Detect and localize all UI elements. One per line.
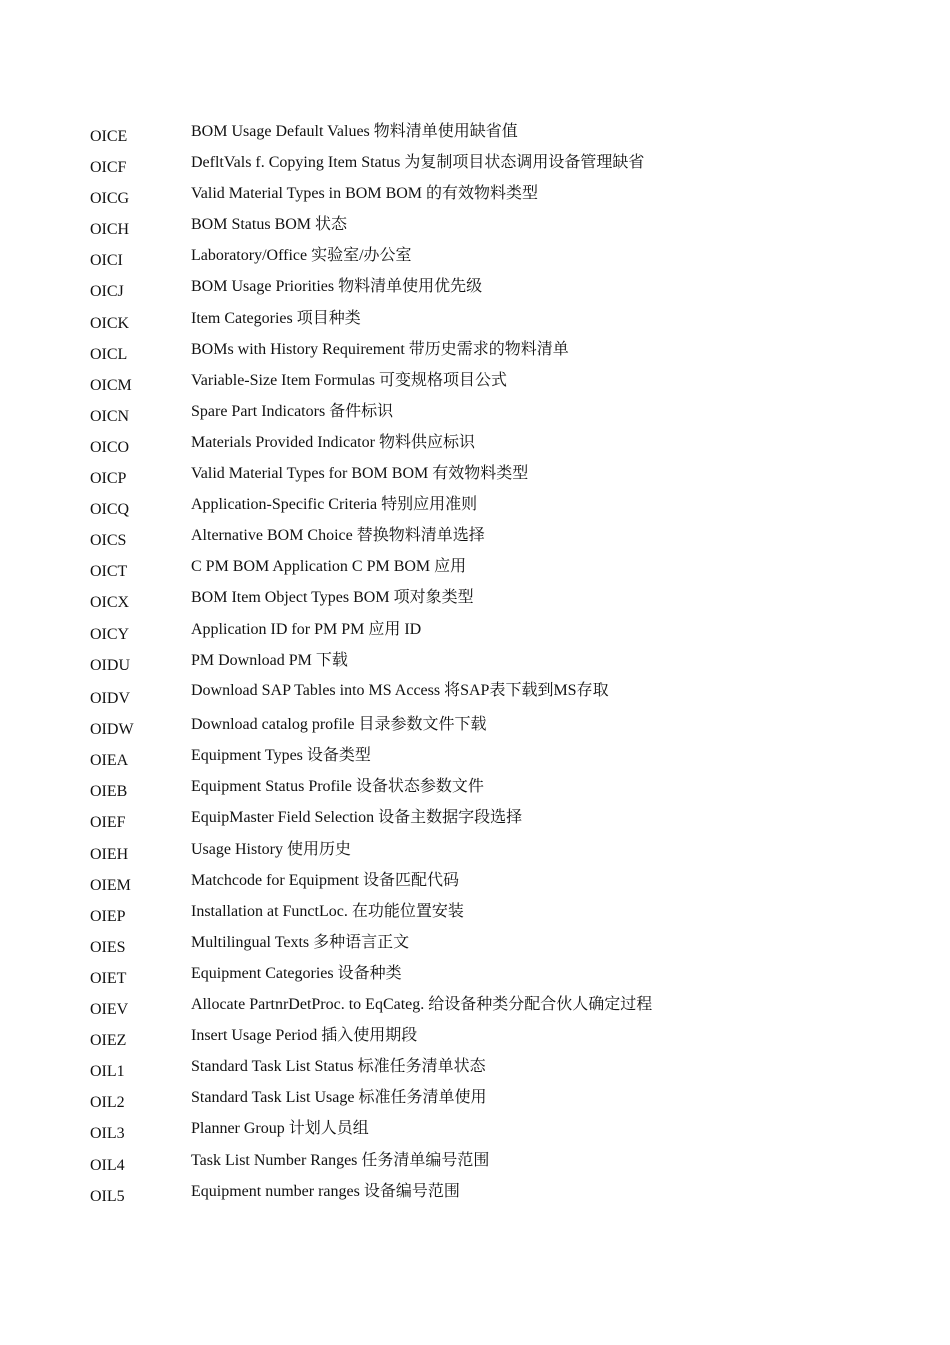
list-item bbox=[90, 586, 850, 617]
transaction-description: Application-Specific Criteria 特别应用准则 bbox=[191, 496, 478, 514]
transaction-description: Materials Provided Indicator 物料供应标识 bbox=[191, 433, 475, 451]
transaction-description: Alternative BOM Choice 替换物料清单选择 bbox=[191, 527, 485, 545]
list-item bbox=[90, 431, 850, 462]
transaction-description: Laboratory/Office 实验室/办公室 bbox=[191, 247, 412, 265]
transaction-description: Item Categories 项目种类 bbox=[191, 309, 361, 327]
list-item bbox=[90, 744, 850, 775]
transaction-description: Valid Material Types in BOM BOM 的有效物料类型 bbox=[191, 185, 539, 203]
transaction-code: OIL1 bbox=[90, 1063, 125, 1081]
transaction-code: OIEH bbox=[90, 845, 129, 863]
transaction-description: Allocate PartnrDetProc. to EqCateg. 给设备种类分配合伙人确定过程 bbox=[191, 996, 653, 1014]
transaction-description: Spare Part Indicators 备件标识 bbox=[191, 402, 394, 420]
transaction-code: OIEA bbox=[90, 752, 129, 770]
transaction-description: PM Download PM 下载 bbox=[191, 651, 348, 669]
list-item bbox=[90, 462, 850, 493]
transaction-description: Standard Task List Status 标准任务清单状态 bbox=[191, 1058, 486, 1076]
list-item bbox=[90, 962, 850, 993]
list-item bbox=[90, 900, 850, 931]
list-item bbox=[90, 182, 850, 213]
list-item bbox=[90, 338, 850, 369]
transaction-code: OIEP bbox=[90, 907, 126, 925]
list-item bbox=[90, 493, 850, 524]
list-item bbox=[90, 806, 850, 837]
transaction-description: Equipment Status Profile 设备状态参数文件 bbox=[191, 778, 484, 796]
list-item bbox=[90, 1086, 850, 1117]
transaction-code: OIL4 bbox=[90, 1156, 125, 1174]
transaction-description: Variable-Size Item Formulas 可变规格项目公式 bbox=[191, 371, 507, 389]
transaction-code: OICN bbox=[90, 407, 130, 425]
transaction-code: OICG bbox=[90, 190, 130, 208]
transaction-description: BOM Item Object Types BOM 项对象类型 bbox=[191, 589, 474, 607]
transaction-code: OICT bbox=[90, 563, 128, 581]
transaction-description: BOM Usage Priorities 物料清单使用优先级 bbox=[191, 278, 483, 296]
transaction-code: OIEM bbox=[90, 876, 131, 894]
list-item bbox=[90, 555, 850, 586]
transaction-description: Equipment Types 设备类型 bbox=[191, 747, 371, 765]
list-item bbox=[90, 775, 850, 806]
list-item bbox=[90, 400, 850, 431]
list-item bbox=[90, 307, 850, 338]
list-item bbox=[90, 1117, 850, 1148]
transaction-code: OICS bbox=[90, 532, 127, 550]
list-item bbox=[90, 120, 850, 151]
transaction-description: Equipment Categories 设备种类 bbox=[191, 964, 402, 982]
transaction-code: OICJ bbox=[90, 283, 124, 301]
transaction-code: OICO bbox=[90, 438, 130, 456]
transaction-description: C PM BOM Application C PM BOM 应用 bbox=[191, 558, 467, 576]
list-item bbox=[90, 1180, 850, 1211]
transaction-description: Application ID for PM PM 应用 ID bbox=[191, 620, 422, 638]
transaction-description: BOM Status BOM 状态 bbox=[191, 216, 348, 234]
transaction-description: Equipment number ranges 设备编号范围 bbox=[191, 1182, 460, 1200]
transaction-code: OIEV bbox=[90, 1001, 129, 1019]
list-item bbox=[90, 1055, 850, 1086]
transaction-code: OICP bbox=[90, 470, 127, 488]
transaction-description: DefltVals f. Copying Item Status 为复制项目状态调用设备管理缺省 bbox=[191, 154, 645, 172]
transaction-code: OIES bbox=[90, 938, 126, 956]
transaction-code: OIL3 bbox=[90, 1125, 125, 1143]
transaction-description: EquipMaster Field Selection 设备主数据字段选择 bbox=[191, 809, 523, 827]
transaction-description: Valid Material Types for BOM BOM 有效物料类型 bbox=[191, 465, 529, 483]
transaction-description: BOM Usage Default Values 物料清单使用缺省值 bbox=[191, 123, 518, 140]
transaction-description: Installation at FunctLoc. 在功能位置安装 bbox=[191, 902, 464, 920]
transaction-code: OICH bbox=[90, 221, 130, 239]
transaction-code: OICI bbox=[90, 252, 123, 270]
transaction-code: OIDV bbox=[90, 689, 130, 707]
transaction-code: OIEF bbox=[90, 814, 126, 832]
transaction-code: OIEZ bbox=[90, 1032, 127, 1050]
list-item bbox=[90, 1149, 850, 1180]
list-item bbox=[90, 1024, 850, 1055]
list-item bbox=[90, 213, 850, 244]
list-item bbox=[90, 869, 850, 900]
transaction-code: OICM bbox=[90, 376, 132, 394]
list-item bbox=[90, 649, 850, 680]
transaction-description: Task List Number Ranges 任务清单编号范围 bbox=[191, 1151, 490, 1169]
transaction-description: Multilingual Texts 多种语言正文 bbox=[191, 933, 410, 951]
transaction-description: Planner Group 计划人员组 bbox=[191, 1120, 369, 1138]
list-item bbox=[90, 713, 850, 744]
list-item bbox=[90, 151, 850, 182]
transaction-code: OIEB bbox=[90, 783, 128, 801]
transaction-code: OIL5 bbox=[90, 1187, 125, 1205]
list-item bbox=[90, 244, 850, 275]
transaction-description: Usage History 使用历史 bbox=[191, 840, 351, 858]
transaction-code: OIL2 bbox=[90, 1094, 125, 1112]
transaction-code: OICE bbox=[90, 128, 128, 145]
list-item bbox=[90, 618, 850, 649]
list-item bbox=[90, 369, 850, 400]
list-item bbox=[90, 838, 850, 869]
list-item bbox=[90, 524, 850, 555]
transaction-description: Insert Usage Period 插入使用期段 bbox=[191, 1027, 418, 1045]
transaction-description: Download SAP Tables into MS Access 将SAP表下载到MS存取 bbox=[191, 681, 609, 699]
transaction-code: OIDU bbox=[90, 656, 130, 674]
transaction-description: BOMs with History Requirement 带历史需求的物料清单 bbox=[191, 340, 569, 358]
transaction-code: OIDW bbox=[90, 721, 134, 739]
list-item bbox=[90, 931, 850, 962]
transaction-code-list bbox=[90, 120, 850, 1211]
transaction-code: OICX bbox=[90, 594, 130, 612]
transaction-code: OICL bbox=[90, 345, 128, 363]
transaction-description: Matchcode for Equipment 设备匹配代码 bbox=[191, 871, 459, 889]
list-item bbox=[90, 275, 850, 306]
list-item bbox=[90, 680, 850, 714]
list-item bbox=[90, 993, 850, 1024]
transaction-description: Standard Task List Usage 标准任务清单使用 bbox=[191, 1089, 487, 1107]
transaction-description: Download catalog profile 目录参数文件下载 bbox=[191, 716, 487, 734]
transaction-code: OICQ bbox=[90, 501, 130, 519]
transaction-code: OICK bbox=[90, 314, 130, 332]
transaction-code: OICY bbox=[90, 625, 130, 643]
transaction-code: OICF bbox=[90, 159, 127, 177]
transaction-code: OIET bbox=[90, 969, 127, 987]
